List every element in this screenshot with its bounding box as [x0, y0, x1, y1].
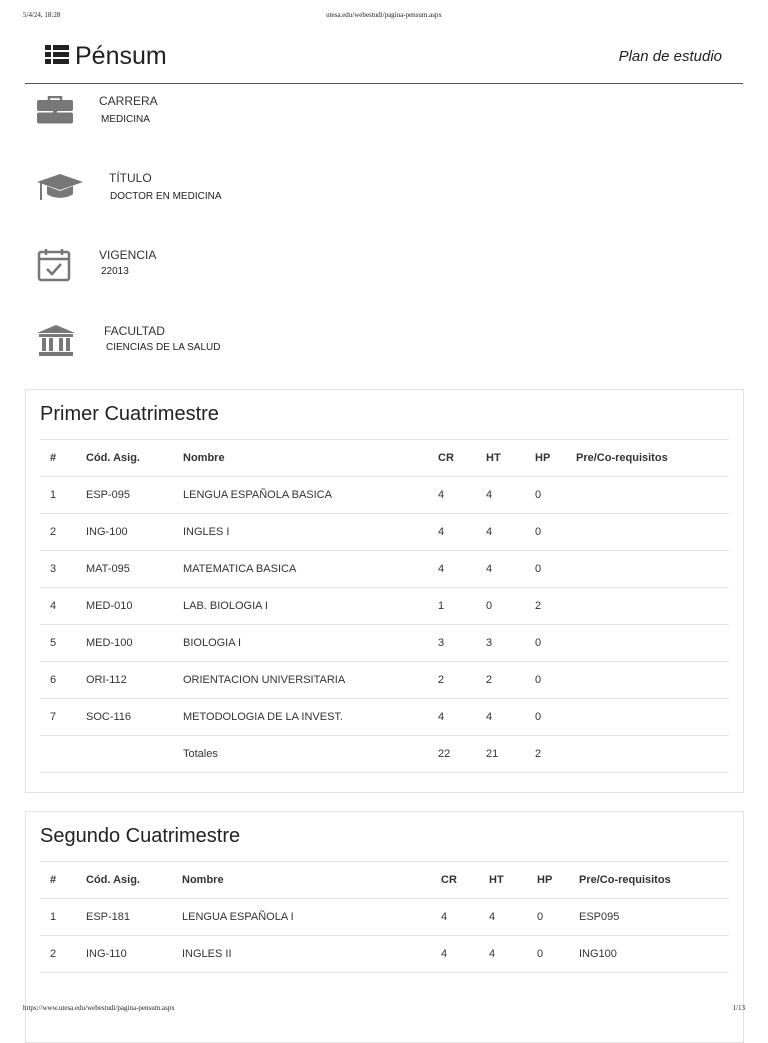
col-code: Cód. Asig.	[86, 440, 183, 477]
cell-code: SOC-116	[86, 699, 183, 736]
table-row	[40, 551, 729, 588]
table-row	[40, 899, 729, 936]
cell-code: ESP-095	[86, 477, 183, 514]
cell-cr: 4	[441, 899, 489, 936]
col-prereq: Pre/Co-requisitos	[579, 862, 729, 899]
col-name: Nombre	[182, 862, 441, 899]
col-ht: HT	[486, 440, 535, 477]
cell-code: ING-100	[86, 514, 183, 551]
col-code: Cód. Asig.	[86, 862, 182, 899]
cell-name: LENGUA ESPAÑOLA I	[182, 899, 441, 936]
print-url: utesa.edu/webestudi/pagina-pensum.aspx	[326, 11, 442, 19]
carrera-label: CARRERA	[99, 94, 158, 108]
carrera-value: MEDICINA	[101, 114, 150, 125]
cell-ht: 3	[486, 625, 535, 662]
cell-cr: 4	[441, 936, 489, 973]
cell-prereq	[576, 625, 729, 662]
col-hp: HP	[535, 440, 576, 477]
cell-prereq	[576, 662, 729, 699]
cell-hp: 0	[535, 477, 576, 514]
table-row	[40, 625, 729, 662]
table-row	[40, 936, 729, 973]
print-datetime: 5/4/24, 18:28	[23, 11, 61, 19]
cell-hp: 0	[535, 699, 576, 736]
footer-url: https://www.utesa.edu/webestudi/pagina-pensum.aspx	[23, 1004, 175, 1012]
institution-icon	[37, 325, 75, 362]
col-number: #	[40, 440, 86, 477]
cell-hp: 0	[537, 936, 579, 973]
cell-number: 5	[40, 625, 86, 662]
term-title: Segundo Cuatrimestre	[40, 825, 241, 847]
cell-prereq	[576, 514, 729, 551]
cell-name: LAB. BIOLOGIA I	[183, 588, 438, 625]
cell-number: 1	[40, 477, 86, 514]
cell-code: ESP-181	[86, 899, 182, 936]
cell-name: ORIENTACION UNIVERSITARIA	[183, 662, 438, 699]
cell-cr: 1	[438, 588, 486, 625]
cell-number: 3	[40, 551, 86, 588]
brand	[45, 42, 167, 71]
graduation-cap-icon	[37, 172, 83, 209]
calendar-check-icon	[37, 248, 71, 287]
cell-name: BIOLOGIA I	[183, 625, 438, 662]
col-prereq: Pre/Co-requisitos	[576, 440, 729, 477]
cell-name: LENGUA ESPAÑOLA BASICA	[183, 477, 438, 514]
cell-number: 4	[40, 588, 86, 625]
cell-hp: 0	[535, 625, 576, 662]
list-icon	[45, 45, 69, 69]
col-hp: HP	[537, 862, 579, 899]
cell-ht: 4	[486, 514, 535, 551]
cell-prereq	[576, 551, 729, 588]
col-cr: CR	[438, 440, 486, 477]
table-header-row	[40, 440, 729, 477]
totals-label: Totales	[183, 736, 438, 773]
cell-name: INGLES I	[183, 514, 438, 551]
cell-prereq	[576, 588, 729, 625]
table-header-row	[40, 862, 729, 899]
cell-hp: 0	[535, 662, 576, 699]
cell-number: 1	[40, 899, 86, 936]
cell-cr: 4	[438, 551, 486, 588]
col-number: #	[40, 862, 86, 899]
cell-hp: 0	[535, 551, 576, 588]
cell-name: INGLES II	[182, 936, 441, 973]
totals-cr: 22	[438, 736, 486, 773]
cell-ht: 4	[489, 936, 537, 973]
page-subtitle: Plan de estudio	[618, 48, 722, 65]
cell-name: MATEMATICA BASICA	[183, 551, 438, 588]
cell-prereq	[576, 477, 729, 514]
table-row	[40, 514, 729, 551]
table-row	[40, 662, 729, 699]
term-title: Primer Cuatrimestre	[40, 403, 219, 425]
cell-name: METODOLOGIA DE LA INVEST.	[183, 699, 438, 736]
cell-cr: 2	[438, 662, 486, 699]
page-number: 1/13	[732, 1004, 745, 1012]
cell-code: ING-110	[86, 936, 182, 973]
cell-prereq: ESP095	[579, 899, 729, 936]
table-row	[40, 477, 729, 514]
cell-code: MED-010	[86, 588, 183, 625]
cell-code: MED-100	[86, 625, 183, 662]
facultad-value: CIENCIAS DE LA SALUD	[106, 342, 221, 353]
cell-number: 2	[40, 514, 86, 551]
cell-code: MAT-095	[86, 551, 183, 588]
table-row	[40, 588, 729, 625]
totals-row	[40, 736, 729, 773]
cell-code: ORI-112	[86, 662, 183, 699]
cell-prereq: ING100	[579, 936, 729, 973]
cell-ht: 4	[486, 477, 535, 514]
totals-ht: 21	[486, 736, 535, 773]
col-cr: CR	[441, 862, 489, 899]
titulo-value: DOCTOR EN MEDICINA	[110, 191, 222, 202]
cell-cr: 4	[438, 514, 486, 551]
cell-ht: 2	[486, 662, 535, 699]
vigencia-label: VIGENCIA	[99, 248, 157, 262]
cell-prereq	[576, 699, 729, 736]
cell-cr: 3	[438, 625, 486, 662]
cell-hp: 0	[537, 899, 579, 936]
cell-hp: 0	[535, 514, 576, 551]
cell-number: 2	[40, 936, 86, 973]
cell-cr: 4	[438, 699, 486, 736]
totals-hp: 2	[535, 736, 576, 773]
term-card-1	[25, 389, 744, 793]
col-name: Nombre	[183, 440, 438, 477]
cell-number: 6	[40, 662, 86, 699]
cell-ht: 4	[489, 899, 537, 936]
table-row	[40, 699, 729, 736]
page-title: Pénsum	[75, 42, 167, 70]
cell-number: 7	[40, 699, 86, 736]
col-ht: HT	[489, 862, 537, 899]
subjects-table	[40, 439, 729, 773]
cell-ht: 4	[486, 699, 535, 736]
cell-ht: 4	[486, 551, 535, 588]
cell-cr: 4	[438, 477, 486, 514]
top-bar	[25, 40, 743, 84]
briefcase-icon	[37, 96, 73, 129]
cell-hp: 2	[535, 588, 576, 625]
vigencia-value: 22013	[101, 266, 129, 277]
titulo-label: TÍTULO	[109, 171, 152, 185]
cell-ht: 0	[486, 588, 535, 625]
facultad-label: FACULTAD	[104, 324, 165, 338]
subjects-table	[40, 861, 729, 973]
